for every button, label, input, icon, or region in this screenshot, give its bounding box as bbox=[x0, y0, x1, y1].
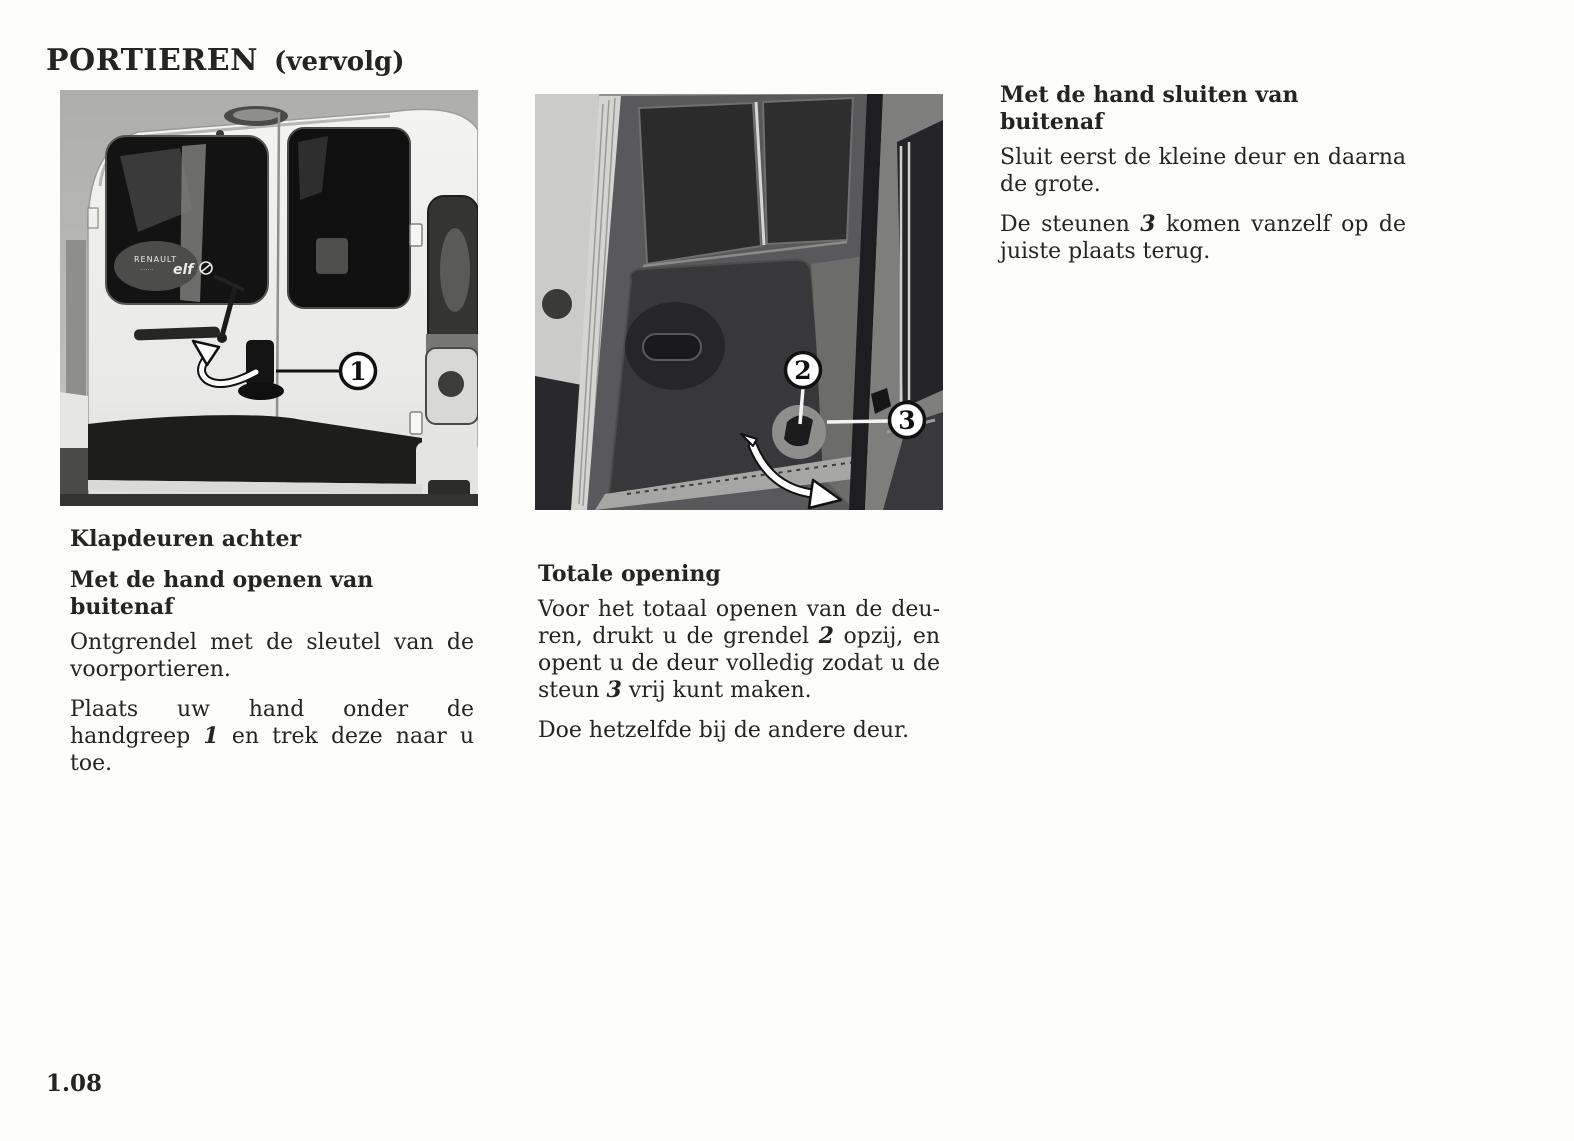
figure-door-full-opening bbox=[535, 94, 943, 510]
hinge-lower bbox=[410, 412, 422, 434]
right-col-paragraph-1 bbox=[1000, 144, 1406, 198]
inline-ref-1: 1 bbox=[203, 723, 219, 749]
hinge-left bbox=[88, 208, 98, 228]
right-door-window bbox=[288, 128, 410, 308]
left-door-window bbox=[106, 136, 268, 304]
middle-col-paragraph-1 bbox=[538, 596, 940, 704]
far-door-window bbox=[897, 120, 943, 408]
left-text-column bbox=[70, 526, 474, 790]
ground-shadow bbox=[60, 494, 478, 506]
paragraph-text: vrij kunt maken. bbox=[628, 678, 812, 703]
sticker-logo-text: elf bbox=[173, 262, 194, 278]
right-col-paragraph-2 bbox=[1000, 211, 1406, 265]
taillight bbox=[426, 196, 478, 424]
inline-ref-2: 2 bbox=[818, 623, 834, 649]
paragraph-text: De steunen bbox=[1000, 212, 1130, 237]
paragraph-text: Ontgrendel met de sleutel van de voorportieren. bbox=[70, 630, 474, 682]
license-lamp-lens bbox=[233, 109, 279, 121]
paragraph-text: komen vanzelf op de juiste plaats terug. bbox=[1000, 212, 1406, 264]
sticker-brand-text: RENAULT bbox=[134, 255, 178, 264]
paragraph-text: opzij, en opent u de deur volledig zodat u de steun bbox=[538, 624, 941, 703]
background-pillar bbox=[66, 240, 86, 400]
middle-text-column bbox=[538, 561, 940, 757]
page-title bbox=[46, 40, 405, 78]
left-col-paragraph-1 bbox=[70, 629, 474, 683]
svg-text:·······: ······· bbox=[140, 267, 154, 274]
right-col-heading: Met de hand sluiten van buitenaf bbox=[1000, 82, 1299, 135]
door-open-photo bbox=[535, 94, 943, 510]
callout-2-number: 2 bbox=[794, 356, 812, 385]
paragraph-text: en trek deze naar u toe. bbox=[70, 724, 474, 776]
page-title-main: PORTIEREN bbox=[46, 43, 259, 78]
inner-handle bbox=[643, 334, 701, 360]
van-rear-photo bbox=[60, 90, 478, 506]
inline-ref-3: 3 bbox=[606, 677, 622, 703]
page-title-suffix: (vervolg) bbox=[274, 47, 405, 77]
hinge-upper bbox=[410, 224, 422, 246]
middle-col-paragraph-2 bbox=[538, 717, 940, 744]
paragraph-text: Voor het totaal openen van de deuren, drukt u de grendel bbox=[538, 597, 940, 649]
left-col-heading: Klapdeuren achter bbox=[70, 526, 302, 552]
background-detail bbox=[542, 289, 572, 319]
callout-1-number: 1 bbox=[349, 357, 367, 386]
figure-rear-doors-exterior bbox=[60, 90, 478, 506]
middle-col-heading: Totale opening bbox=[538, 561, 721, 587]
left-col-paragraph-2 bbox=[70, 696, 474, 777]
bumper-corner-left bbox=[60, 392, 88, 452]
left-col-subheading: Met de hand openen van buitenaf bbox=[70, 567, 374, 620]
page-number: 1.08 bbox=[46, 1070, 103, 1097]
paragraph-text: Sluit eerst de kleine deur en daarna de grote. bbox=[1000, 145, 1406, 197]
right-text-column bbox=[1000, 82, 1406, 278]
paragraph-text: Doe hetzelfde bij de andere deur. bbox=[538, 718, 910, 743]
callout-3-line bbox=[827, 421, 889, 422]
inline-ref-3: 3 bbox=[1140, 211, 1156, 237]
upper-door-panel bbox=[639, 98, 853, 266]
paragraph-text: Plaats uw hand onder de handgreep bbox=[70, 697, 474, 749]
callout-3-number: 3 bbox=[898, 406, 916, 435]
